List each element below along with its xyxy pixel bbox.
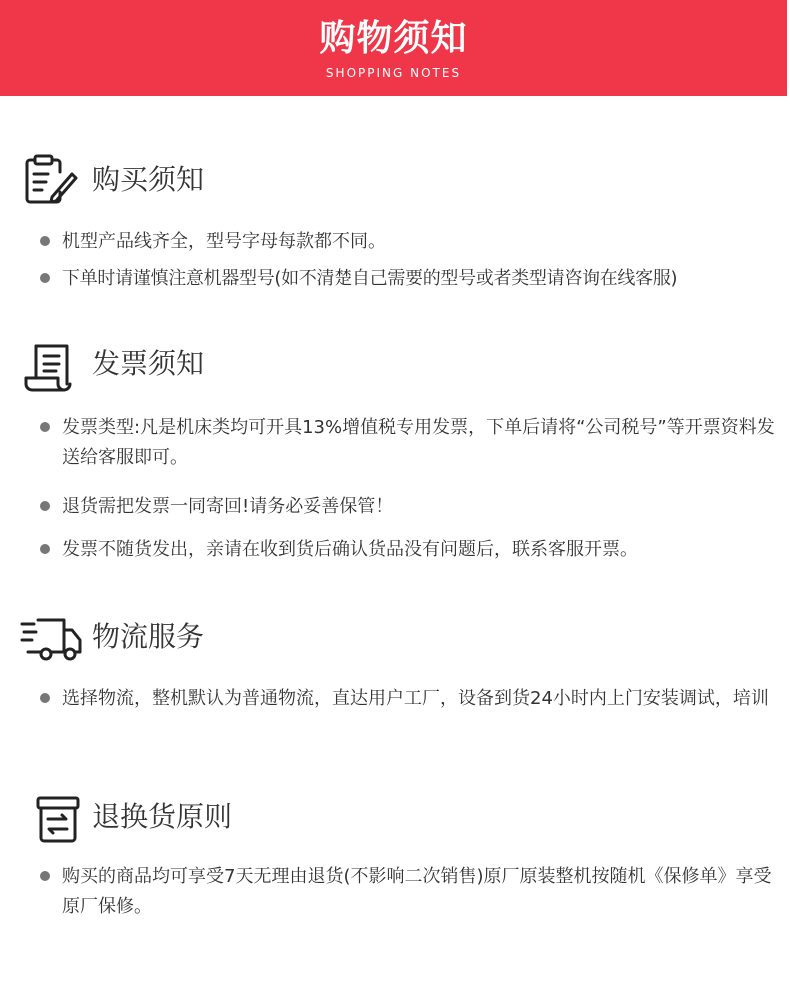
list-item-text: 选择物流，整机默认为普通物流，直达用户工厂，设备到货24小时内上门安装调试，培训	[62, 688, 769, 709]
header-banner	[0, 0, 787, 96]
list-item-text: 机型产品线齐全，型号字母每款都不同。	[62, 231, 386, 252]
section-header-invoice	[0, 338, 790, 394]
section-title-invoice: 发票须知	[92, 347, 205, 380]
list-item-text: 购买的商品均可享受7天无理由退货(不影响二次销售)原厂原装整机按随机《保修单》享受原厂保修。	[62, 866, 772, 917]
page-subtitle: SHOPPING NOTES	[325, 66, 462, 80]
clipboard-pen-icon	[20, 152, 80, 208]
bullet-icon	[40, 273, 50, 283]
page-title: 购物须知	[319, 18, 468, 59]
bullet-icon	[40, 501, 50, 511]
bullet-icon	[40, 544, 50, 554]
section-header-logistics	[0, 612, 790, 668]
list-item-text: 退货需把发票一同寄回!请务必妥善保管！	[62, 496, 394, 517]
bullet-icon	[40, 236, 50, 246]
section-title-logistics: 物流服务	[92, 620, 205, 653]
section-title-returns: 退换货原则	[92, 800, 233, 833]
invoice-scroll-icon	[20, 338, 80, 394]
list-item-text: 发票不随货发出，亲请在收到货后确认货品没有问题后，联系客服开票。	[62, 539, 638, 560]
section-header-purchase	[0, 152, 790, 208]
bullet-icon	[40, 693, 50, 703]
list-item-text: 发票类型:凡是机床类均可开具13%增值税专用发票，下单后请将“公司税号”等开票资料发送给客服即可。	[62, 417, 775, 468]
bullet-icon	[40, 871, 50, 881]
exchange-box-icon	[20, 792, 80, 848]
section-header-returns	[0, 792, 790, 848]
list-item-text: 下单时请谨慎注意机器型号(如不清楚自己需要的型号或者类型请咨询在线客服)	[62, 268, 678, 289]
delivery-truck-icon	[20, 612, 80, 668]
section-title-purchase: 购买须知	[92, 163, 205, 196]
bullet-icon	[40, 422, 50, 432]
